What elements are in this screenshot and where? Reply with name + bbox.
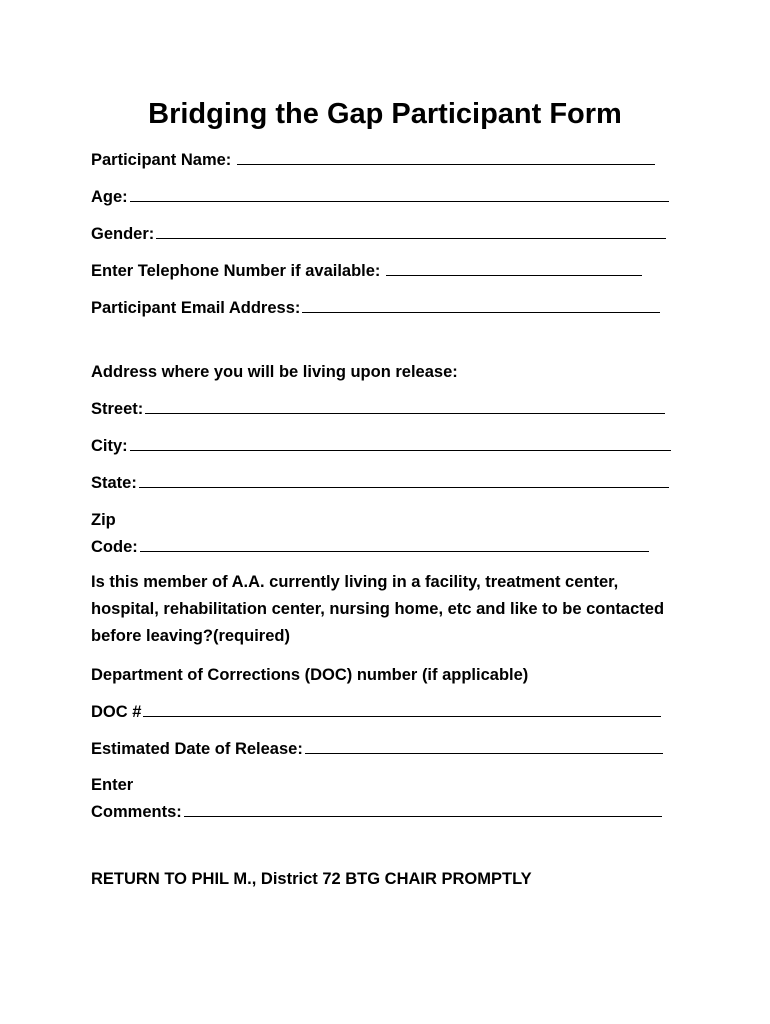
doc-number-row xyxy=(91,702,661,722)
address-heading: Address where you will be living upon release: xyxy=(91,363,458,381)
zip-field[interactable] xyxy=(140,537,649,552)
participant-name-label: Participant Name: xyxy=(91,151,232,169)
telephone-field[interactable] xyxy=(386,261,642,276)
street-label: Street: xyxy=(91,400,144,418)
age-row xyxy=(91,187,669,207)
gender-label: Gender: xyxy=(91,225,155,243)
doc-heading: Department of Corrections (DOC) number (if applicable) xyxy=(91,666,529,684)
doc-number-label: DOC # xyxy=(91,703,142,721)
state-row xyxy=(91,473,669,493)
zip-label-line1: Zip xyxy=(91,511,116,529)
comments-row xyxy=(91,802,662,822)
telephone-row xyxy=(91,261,642,281)
city-row xyxy=(91,436,671,456)
age-label: Age: xyxy=(91,188,128,206)
city-field[interactable] xyxy=(130,436,671,451)
email-field[interactable] xyxy=(302,298,660,313)
return-instruction: RETURN TO PHIL M., District 72 BTG CHAIR PROMPTLY xyxy=(91,870,532,888)
doc-number-field[interactable] xyxy=(143,702,661,717)
zip-label-line2: Code: xyxy=(91,538,138,556)
gender-field[interactable] xyxy=(156,224,666,239)
release-date-label: Estimated Date of Release: xyxy=(91,740,303,758)
street-field[interactable] xyxy=(145,399,665,414)
comments-label-line1: Enter xyxy=(91,776,134,794)
zip-row xyxy=(91,537,649,557)
release-date-field[interactable] xyxy=(305,739,663,754)
email-label: Participant Email Address: xyxy=(91,299,301,317)
state-label: State: xyxy=(91,474,137,492)
email-row xyxy=(91,298,660,318)
participant-name-row xyxy=(91,150,655,170)
state-field[interactable] xyxy=(139,473,669,488)
telephone-label: Enter Telephone Number if available: xyxy=(91,262,381,280)
city-label: City: xyxy=(91,437,128,455)
form-title: Bridging the Gap Participant Form xyxy=(148,98,622,130)
comments-label-line2: Comments: xyxy=(91,803,182,821)
facility-question: Is this member of A.A. currently living in a facility, treatment center, hospital, rehabilitation center, nursing home, etc and like to be contacted before leaving?(required) xyxy=(91,573,665,645)
participant-name-field[interactable] xyxy=(237,150,655,165)
release-date-row xyxy=(91,739,663,759)
gender-row xyxy=(91,224,666,244)
street-row xyxy=(91,399,665,419)
comments-field[interactable] xyxy=(184,802,662,817)
age-field[interactable] xyxy=(130,187,669,202)
